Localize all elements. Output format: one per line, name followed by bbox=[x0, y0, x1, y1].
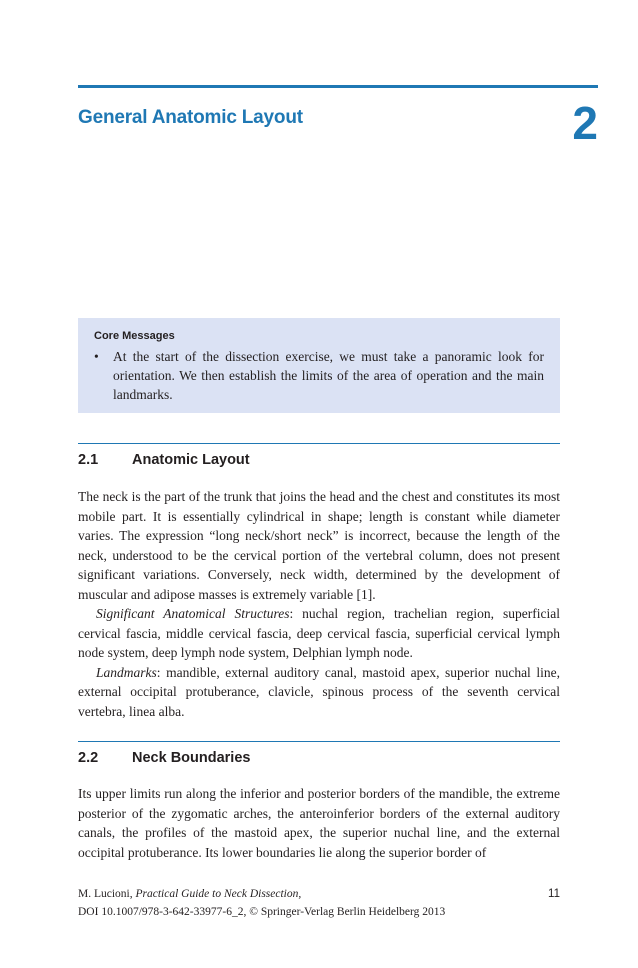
section-title: Anatomic Layout bbox=[132, 452, 250, 468]
section-title: Neck Boundaries bbox=[132, 750, 251, 766]
core-message-text: At the start of the dissection exercise, we must take a panoramic look for orientation. We then establish the limits of the area of operation and the main landmarks. bbox=[113, 349, 544, 402]
section-number: 2.2 bbox=[78, 750, 99, 766]
doi-line: DOI 10.1007/978-3-642-33977-6_2, © Springer-Verlag Berlin Heidelberg 2013 bbox=[78, 906, 446, 918]
page-footer bbox=[78, 885, 560, 921]
section-heading-2-2 bbox=[78, 750, 250, 766]
section-rule-2-1 bbox=[78, 443, 560, 444]
core-messages-box bbox=[78, 318, 560, 413]
section-body-2-2 bbox=[78, 784, 560, 862]
footer-book-title: Practical Guide to Neck Dissection, bbox=[135, 888, 302, 900]
paragraph: The neck is the part of the trunk that joins the head and the chest and constitutes its most mobile part. It is essentially cylindrical in shape; length is constant while diameter varies. The expression “long neck/short neck” is incorrect, because the length of the neck, understood to be the cervical portion of the vertebral column, does not present significant variations. Conversely, neck width, determined by the development of muscular and adipose masses is extremely variable [1]. bbox=[78, 489, 560, 602]
chapter-title: General Anatomic Layout bbox=[78, 107, 303, 128]
page-number: 11 bbox=[548, 888, 560, 900]
core-messages-heading: Core Messages bbox=[94, 330, 175, 342]
core-message-item bbox=[94, 347, 544, 404]
paragraph: Its upper limits run along the inferior and posterior borders of the mandible, the extreme posterior of the zygomatic arches, the anteroinferior borders of the external auditory canals, the profiles of the mastoid apex, the superior nuchal line, and the external occipital protuberance. Its lower boundaries lie along the superior border of bbox=[78, 786, 560, 860]
structures-text: : nuchal region, trachelian region, superficial cervical fascia, middle cervical fascia, deep cervical fascia, superficial cervical lymph node system, deep lymph node system, Delphian lymph node. bbox=[78, 606, 560, 660]
chapter-number: 2 bbox=[572, 97, 598, 149]
landmarks-text: : mandible, external auditory canal, mastoid apex, superior nuchal line, external occipital protuberance, clavicle, spinous process of the seventh cervical vertebra, linea alba. bbox=[78, 664, 560, 719]
citation-line bbox=[78, 885, 560, 903]
paragraph-landmarks bbox=[78, 663, 560, 722]
chapter-top-rule bbox=[78, 85, 598, 88]
paragraph-structures bbox=[78, 604, 560, 663]
structures-label: Significant Anatomical Structures bbox=[96, 606, 290, 621]
landmarks-label: Landmarks bbox=[96, 664, 157, 680]
section-number: 2.1 bbox=[78, 452, 99, 468]
footer-author: M. Lucioni, bbox=[78, 888, 133, 900]
section-body-2-1 bbox=[78, 487, 560, 721]
section-heading-2-1 bbox=[78, 452, 250, 468]
bullet-icon: • bbox=[94, 349, 99, 364]
section-rule-2-2 bbox=[78, 741, 560, 742]
